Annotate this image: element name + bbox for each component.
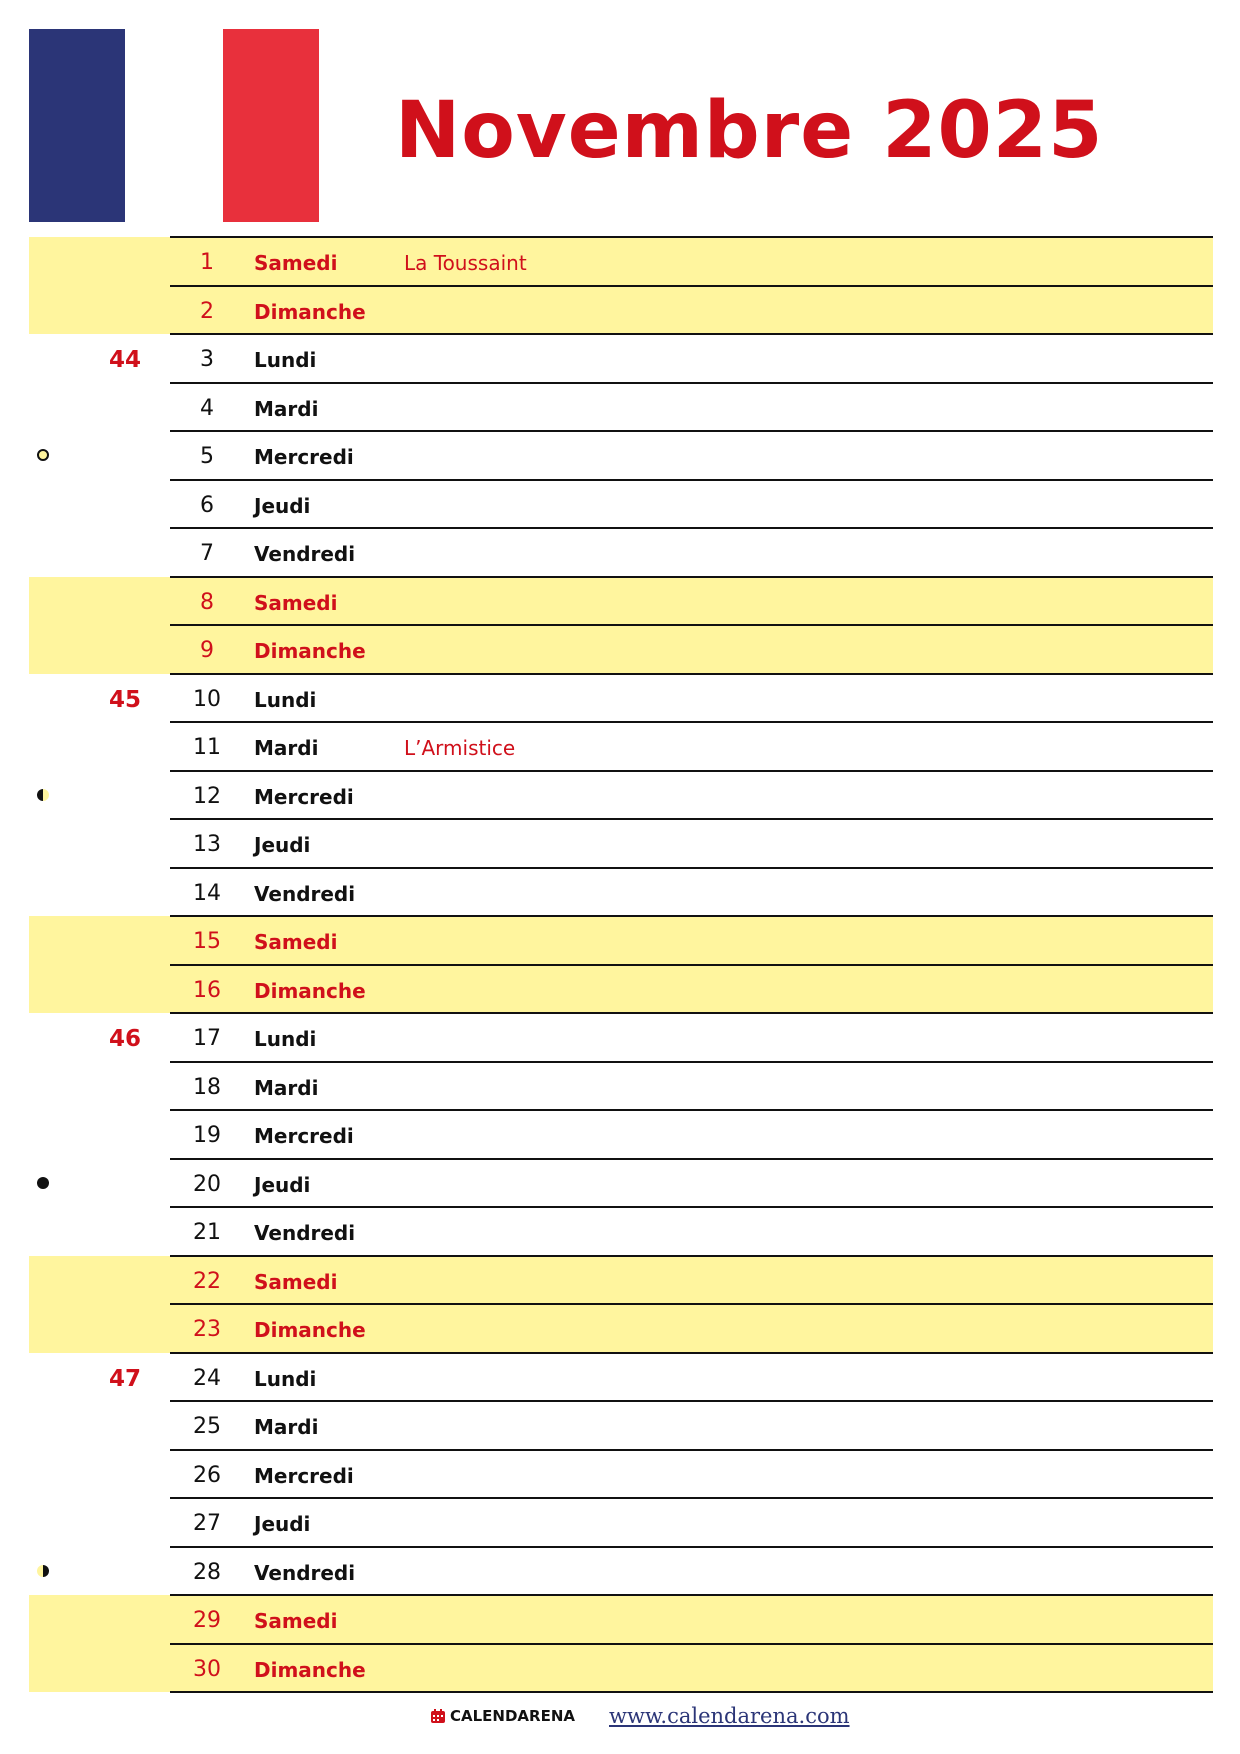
day-number: 16 (193, 977, 221, 1003)
row-divider (170, 285, 1213, 287)
day-number: 30 (193, 1656, 221, 1682)
row-divider (170, 1158, 1213, 1160)
row-divider (170, 721, 1213, 723)
day-name: Samedi (254, 1609, 338, 1633)
day-name: Vendredi (254, 542, 356, 566)
row-divider (170, 1400, 1213, 1402)
row-divider (170, 964, 1213, 966)
week-number: 47 (108, 1365, 141, 1392)
day-name: Samedi (254, 590, 338, 615)
day-name: Vendredi (254, 1560, 356, 1585)
day-name: Lundi (254, 348, 317, 372)
row-divider (170, 430, 1213, 432)
day-name: Dimanche (254, 1657, 366, 1682)
row-divider (170, 770, 1213, 772)
day-number: 21 (193, 1220, 221, 1245)
day-number: 3 (200, 347, 214, 372)
day-number: 2 (200, 298, 214, 324)
row-divider (170, 1352, 1213, 1354)
day-number: 26 (193, 1462, 221, 1488)
row-divider (170, 915, 1213, 917)
day-number: 1 (200, 250, 214, 275)
day-name: Dimanche (254, 299, 366, 324)
row-divider (170, 673, 1213, 675)
row-divider (170, 333, 1213, 335)
day-name: Vendredi (254, 881, 356, 906)
row-divider (170, 1255, 1213, 1257)
day-number: 6 (200, 492, 214, 518)
row-divider-bottom (170, 1691, 1213, 1693)
day-name: Mercredi (254, 1463, 354, 1488)
day-number: 25 (193, 1414, 221, 1439)
day-name: Mercredi (254, 784, 354, 809)
day-number: 15 (193, 929, 221, 954)
day-number: 5 (200, 444, 214, 469)
row-divider (170, 527, 1213, 529)
row-divider (170, 236, 1213, 238)
day-name: Mercredi (254, 1124, 354, 1148)
day-name: Lundi (254, 1366, 317, 1391)
title-year: 2025 (882, 86, 1104, 176)
title-month: Novembre (395, 86, 855, 176)
calendar-icon (430, 1708, 446, 1724)
row-divider (170, 624, 1213, 626)
day-number: 9 (200, 638, 214, 663)
day-number: 11 (193, 735, 221, 760)
day-number: 17 (193, 1026, 221, 1051)
day-name: Mercredi (254, 445, 354, 469)
day-name: Samedi (254, 1269, 338, 1294)
day-name: Mardi (254, 396, 319, 421)
moon-phase-first-icon (37, 1565, 49, 1577)
day-name: Lundi (254, 1027, 317, 1051)
day-number: 28 (193, 1559, 221, 1585)
day-number: 22 (193, 1268, 221, 1294)
row-divider (170, 867, 1213, 869)
holiday-label: L’Armistice (404, 736, 516, 760)
footer-url-link[interactable]: www.calendarena.com (609, 1704, 850, 1728)
day-number: 19 (193, 1123, 221, 1148)
day-number: 8 (200, 589, 214, 615)
day-name: Samedi (254, 251, 338, 275)
day-name: Dimanche (254, 1318, 366, 1342)
moon-phase-last-icon (37, 789, 49, 801)
moon-phase-new-icon (37, 1177, 49, 1189)
day-number: 13 (193, 832, 221, 857)
row-divider (170, 1546, 1213, 1548)
row-divider (170, 479, 1213, 481)
footer-logo (430, 1707, 575, 1725)
day-name: Jeudi (254, 493, 311, 518)
footer-brand: CALENDARENA (450, 1707, 575, 1725)
row-divider (170, 1449, 1213, 1451)
row-divider (170, 818, 1213, 820)
day-number: 27 (193, 1511, 221, 1536)
day-name: Jeudi (254, 1172, 311, 1197)
day-number: 10 (193, 686, 221, 712)
row-divider (170, 1643, 1213, 1645)
day-number: 4 (200, 395, 214, 421)
day-number: 14 (193, 880, 221, 906)
day-number: 24 (193, 1365, 221, 1391)
day-name: Mardi (254, 1075, 319, 1100)
row-divider (170, 1594, 1213, 1596)
row-divider (170, 1497, 1213, 1499)
week-number: 44 (108, 347, 141, 373)
day-number: 12 (193, 783, 221, 809)
row-divider (170, 1012, 1213, 1014)
row-divider (170, 1109, 1213, 1111)
day-name: Jeudi (254, 1512, 311, 1536)
day-number: 29 (193, 1608, 221, 1633)
week-number: 46 (108, 1026, 141, 1052)
row-divider (170, 1061, 1213, 1063)
row-divider (170, 1303, 1213, 1305)
day-name: Jeudi (254, 833, 311, 857)
row-divider (170, 1206, 1213, 1208)
day-name: Lundi (254, 687, 317, 712)
day-name: Vendredi (254, 1221, 356, 1245)
holiday-label: La Toussaint (404, 251, 527, 275)
moon-phase-full-icon (37, 449, 49, 461)
day-name: Dimanche (254, 639, 366, 663)
day-number: 18 (193, 1074, 221, 1100)
day-number: 7 (200, 541, 214, 566)
day-number: 20 (193, 1171, 221, 1197)
day-number: 23 (193, 1317, 221, 1342)
day-name: Mardi (254, 736, 319, 760)
week-number: 45 (108, 686, 141, 713)
day-name: Mardi (254, 1415, 319, 1439)
day-name: Samedi (254, 930, 338, 954)
row-divider (170, 576, 1213, 578)
day-name: Dimanche (254, 978, 366, 1003)
row-divider (170, 382, 1213, 384)
